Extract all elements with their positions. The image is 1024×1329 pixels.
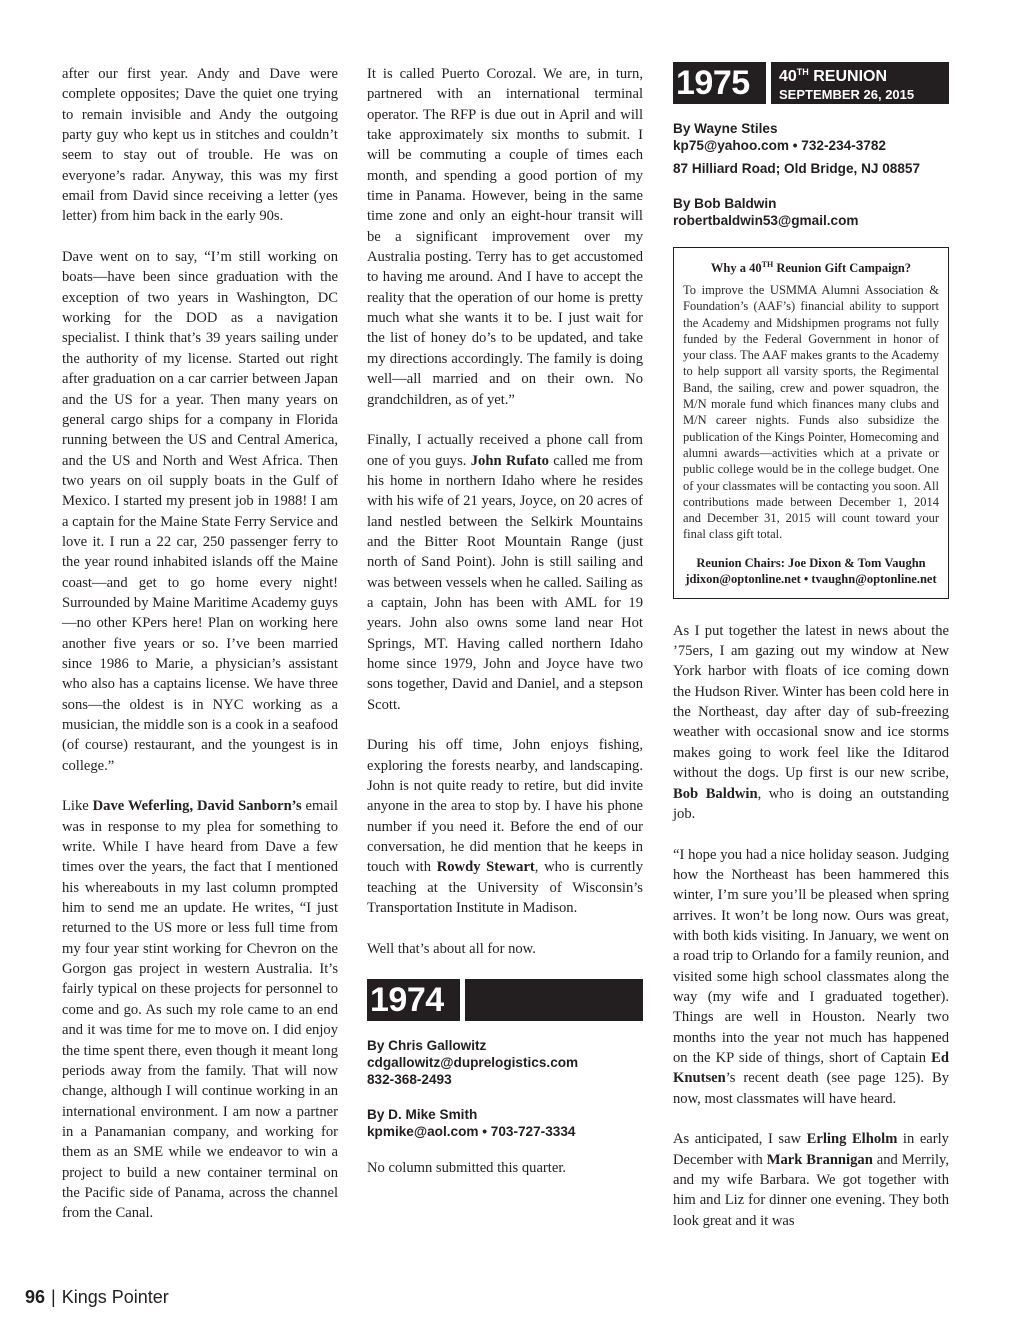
scribe-email: cdgallowitz@duprelogistics.com [367,1055,579,1071]
classmate-name: Dave Weferling, David Sanborn’s [92,798,302,815]
reunion-chairs-emails: jdixon@optonline.net • tvaughn@optonline.net [685,572,937,587]
reunion-banner [771,62,949,104]
article-paragraph: Like Dave Weferling, David Sanborn’s email was in response to my plea for something to write. While I have heard from Dave a few times over the years, the fact that I mentioned his whereabouts in my last column prompted him to send me an update. He writes, “I just returned to the US more or less full time from my four year stint working for Chevron on the Gorgon gas project in western Australia. It’s fairly typical on these projects for personnel to come and go. As such my role came to an end and it was time for me to move on. I did enjoy the time spent there, even though it meant long periods away from the family. That will now change, although I will continue working in an international environment. I am now a partner in a Panamanian company, and working for them as an SME while we endeavor to win a project to build a new container terminal on the Pacific side of Panama, across the channel from the Canal. [62,798,338,1222]
gift-box-title: Why a 40TH Reunion Gift Campaign? [710,260,912,275]
class-1975-banner [673,62,949,104]
column-2 [367,64,643,1199]
article-paragraph: after our first year. Andy and Dave were complete opposites; Dave the quiet one trying to remain invisible and Andy the outgoing party guy who kept us in stitches and couldn’t seem to stay out of trouble. He was on everyone’s radar. Anyway, this was my first email from David since receiving a letter (yes letter) from him back in the early 90s. [62,66,338,225]
scribe-name: By Wayne Stiles [673,121,778,136]
page-number: 96 [25,1287,46,1307]
classmate-name: Mark Brannigan [766,1151,873,1168]
publication-name: Kings Pointer [61,1287,169,1307]
class-year: 1975 [673,62,766,104]
scribe-email-phone: kpmike@aol.com • 703-727-3334 [367,1124,576,1140]
class-year: 1974 [367,979,460,1021]
gift-box-body: To improve the USMMA Alumni Association & Foundation’s (AAF’s) financial ability to support the Academy and Midshipmen programs not fully funded by the Federal Government in honor of your class. The AAF makes grants to the Academy to help support all varsity sports, the Regimental Band, the sailing, crew and power squadron, the M/N morale fund which finances many clubs and M/N career nights. Funds also subsidize the publication of the Kings Pointer, Homecoming and alumni awards—activities which at a private or public college would be in the college budget. One of your classmates will be contacting you soon. All contributions made between December 1, 2014 and December 31, 2015 will count toward your final class gift total. [683,283,939,542]
scribe-email: robertbaldwin53@gmail.com [673,213,859,228]
class-1974-contact-2 [367,1106,643,1140]
article-paragraph: As anticipated, I saw Erling Elholm in early December with Mark Brannigan and Merrily, and my wife Barbara. We got together with him and Liz for dinner one evening. They both look great and it was [673,1131,950,1229]
scribe-address: 87 Hilliard Road; Old Bridge, NJ 08857 [673,161,921,176]
scribe-name: By Chris Gallowitz [367,1038,487,1054]
class-1974-banner [367,979,643,1021]
classmate-name: Rowdy Stewart [436,859,535,876]
reunion-date: SEPTEMBER 26, 2015 [779,87,915,102]
class-1974-contact-1 [367,1037,643,1088]
reunion-gift-box [673,247,949,599]
article-paragraph: As I put together the latest in news about the ’75ers, I am gazing out my window at New York harbor with floats of ice coming down the Hudson River. Winter has been cold here in the Northeast, day after day of sub-freezing weather with occasional snow and ice storms makes going to work feel like the Iditarod without the dogs. Up first is our new scribe, Bob Baldwin, who is doing an outstanding job. [673,622,949,822]
column-1 [62,64,338,1244]
article-paragraph: It is called Puerto Corozal. We are, in turn, partnered with an international terminal operator. The RFP is due out in April and will take approximately six months to submit. I will be commuting a couple of times each month, and spending a good portion of my time in Panama. However, being in the same time zone and only an eight-hour transit will be a significant improvement over my Australia posting. Terry has to get accustomed to having me around. And I have to accept the reality that the operation of our home is pretty much what she wants it to be. I just wait for the list of honey do’s to be updated, and take my directions accordingly. The family is doing well—all married and on their own. No grandchildren, as of yet.” [367,66,643,408]
classmate-name: Ed Knutsen [673,1049,949,1087]
banner-bar [465,979,643,1021]
scribe-name: By D. Mike Smith [367,1107,478,1123]
reunion-title: 40TH REUNION [779,67,888,85]
scribe-phone: 832-368-2493 [367,1072,452,1088]
column-3 [673,62,949,1251]
class-1975-contact-2 [673,195,949,229]
article-paragraph: “I hope you had a nice holiday season. Judging how the Northeast has been hammered this winter, I’m sure you’ll be pleased when spring arrives. It won’t be long now. Ours was great, with both kids visiting. In January, we went on a road trip to Orlando for a family reunion, and visited some high school classmates along the way (my wife and I graduated together). Things are well in Houston. Nearly two months into the year not much has happened on the KP side of things, short of Captain Ed Knutsen’s recent death (see page 125). By now, most classmates will have heard. [673,846,949,1107]
article-paragraph: Dave went on to say, “I’m still working on boats—have been since graduation with the exception of two years in Washington, DC working for the DOD as a navigation specialist. I think that’s 39 years sailing under the authority of my license. Started out right after graduation on a car carrier between Japan and the US for a year. Then many years on general cargo ships for a company in Florida running between the US and Central America, and the US and North and West Africa. Then two years on oil supply boats in the Gulf of Mexico. I started my present job in 1988! I am a captain for the Maine State Ferry Service and love it. I run a 22 car, 250 passenger ferry to the year round inhabited islands off the Maine coast—and get to go home every night! Surrounded by Maine Maritime Academy guys—no other KPers here! Plan on working here another five years or so. I’ve been married since 1986 to Marie, a physician’s assistant who also has a captains license. We have three sons—the oldest is in NYC working as a musician, the middle son is a cook in a seafood (of course) restaurant, and the youngest is in college.” [62,249,338,774]
class-1975-contact-1 [673,120,949,177]
scribe-email-phone: kp75@yahoo.com • 732-234-3782 [673,138,886,153]
footer-separator: | [51,1287,56,1307]
reunion-chairs: Reunion Chairs: Joe Dixon & Tom Vaughn jdixon@optonline.net • tvaughn@optonline.net [683,555,939,588]
article-paragraph: Well that’s about all for now. [367,940,536,957]
article-paragraph: During his off time, John enjoys fishing, exploring the forests nearby, and landscaping. John is not quite ready to retire, but did invite anyone in the area to stop by. I have his phone number if you need it. Before the end of our conversation, he did mention that he keeps in touch with Rowdy Stewart, who is currently teaching at the University of Wisconsin’s Transportation Institute in Madison. [367,737,643,917]
page-footer [25,1286,169,1308]
classmate-name: Bob Baldwin [673,785,758,802]
classmate-name: John Rufato [470,452,549,469]
scribe-name: By Bob Baldwin [673,196,777,211]
no-column-note: No column submitted this quarter. [367,1160,567,1177]
classmate-name: Erling Elholm [806,1131,898,1148]
article-paragraph: Finally, I actually received a phone call from one of you guys. John Rufato called me from his home in northern Idaho where he resides with his wife of 21 years, Joyce, on 20 acres of land nestled between the Selkirk Mountains and the Bitter Root Mountain Range (just north of Sand Point). John is still sailing and was between vessels when he called. Sailing as a captain, John has been with AML for 19 years. John also owns some land near Hot Springs, MT. Having called northern Idaho home since 1979, John and Joyce have two sons together, David and Daniel, and a stepson Scott. [367,432,643,713]
